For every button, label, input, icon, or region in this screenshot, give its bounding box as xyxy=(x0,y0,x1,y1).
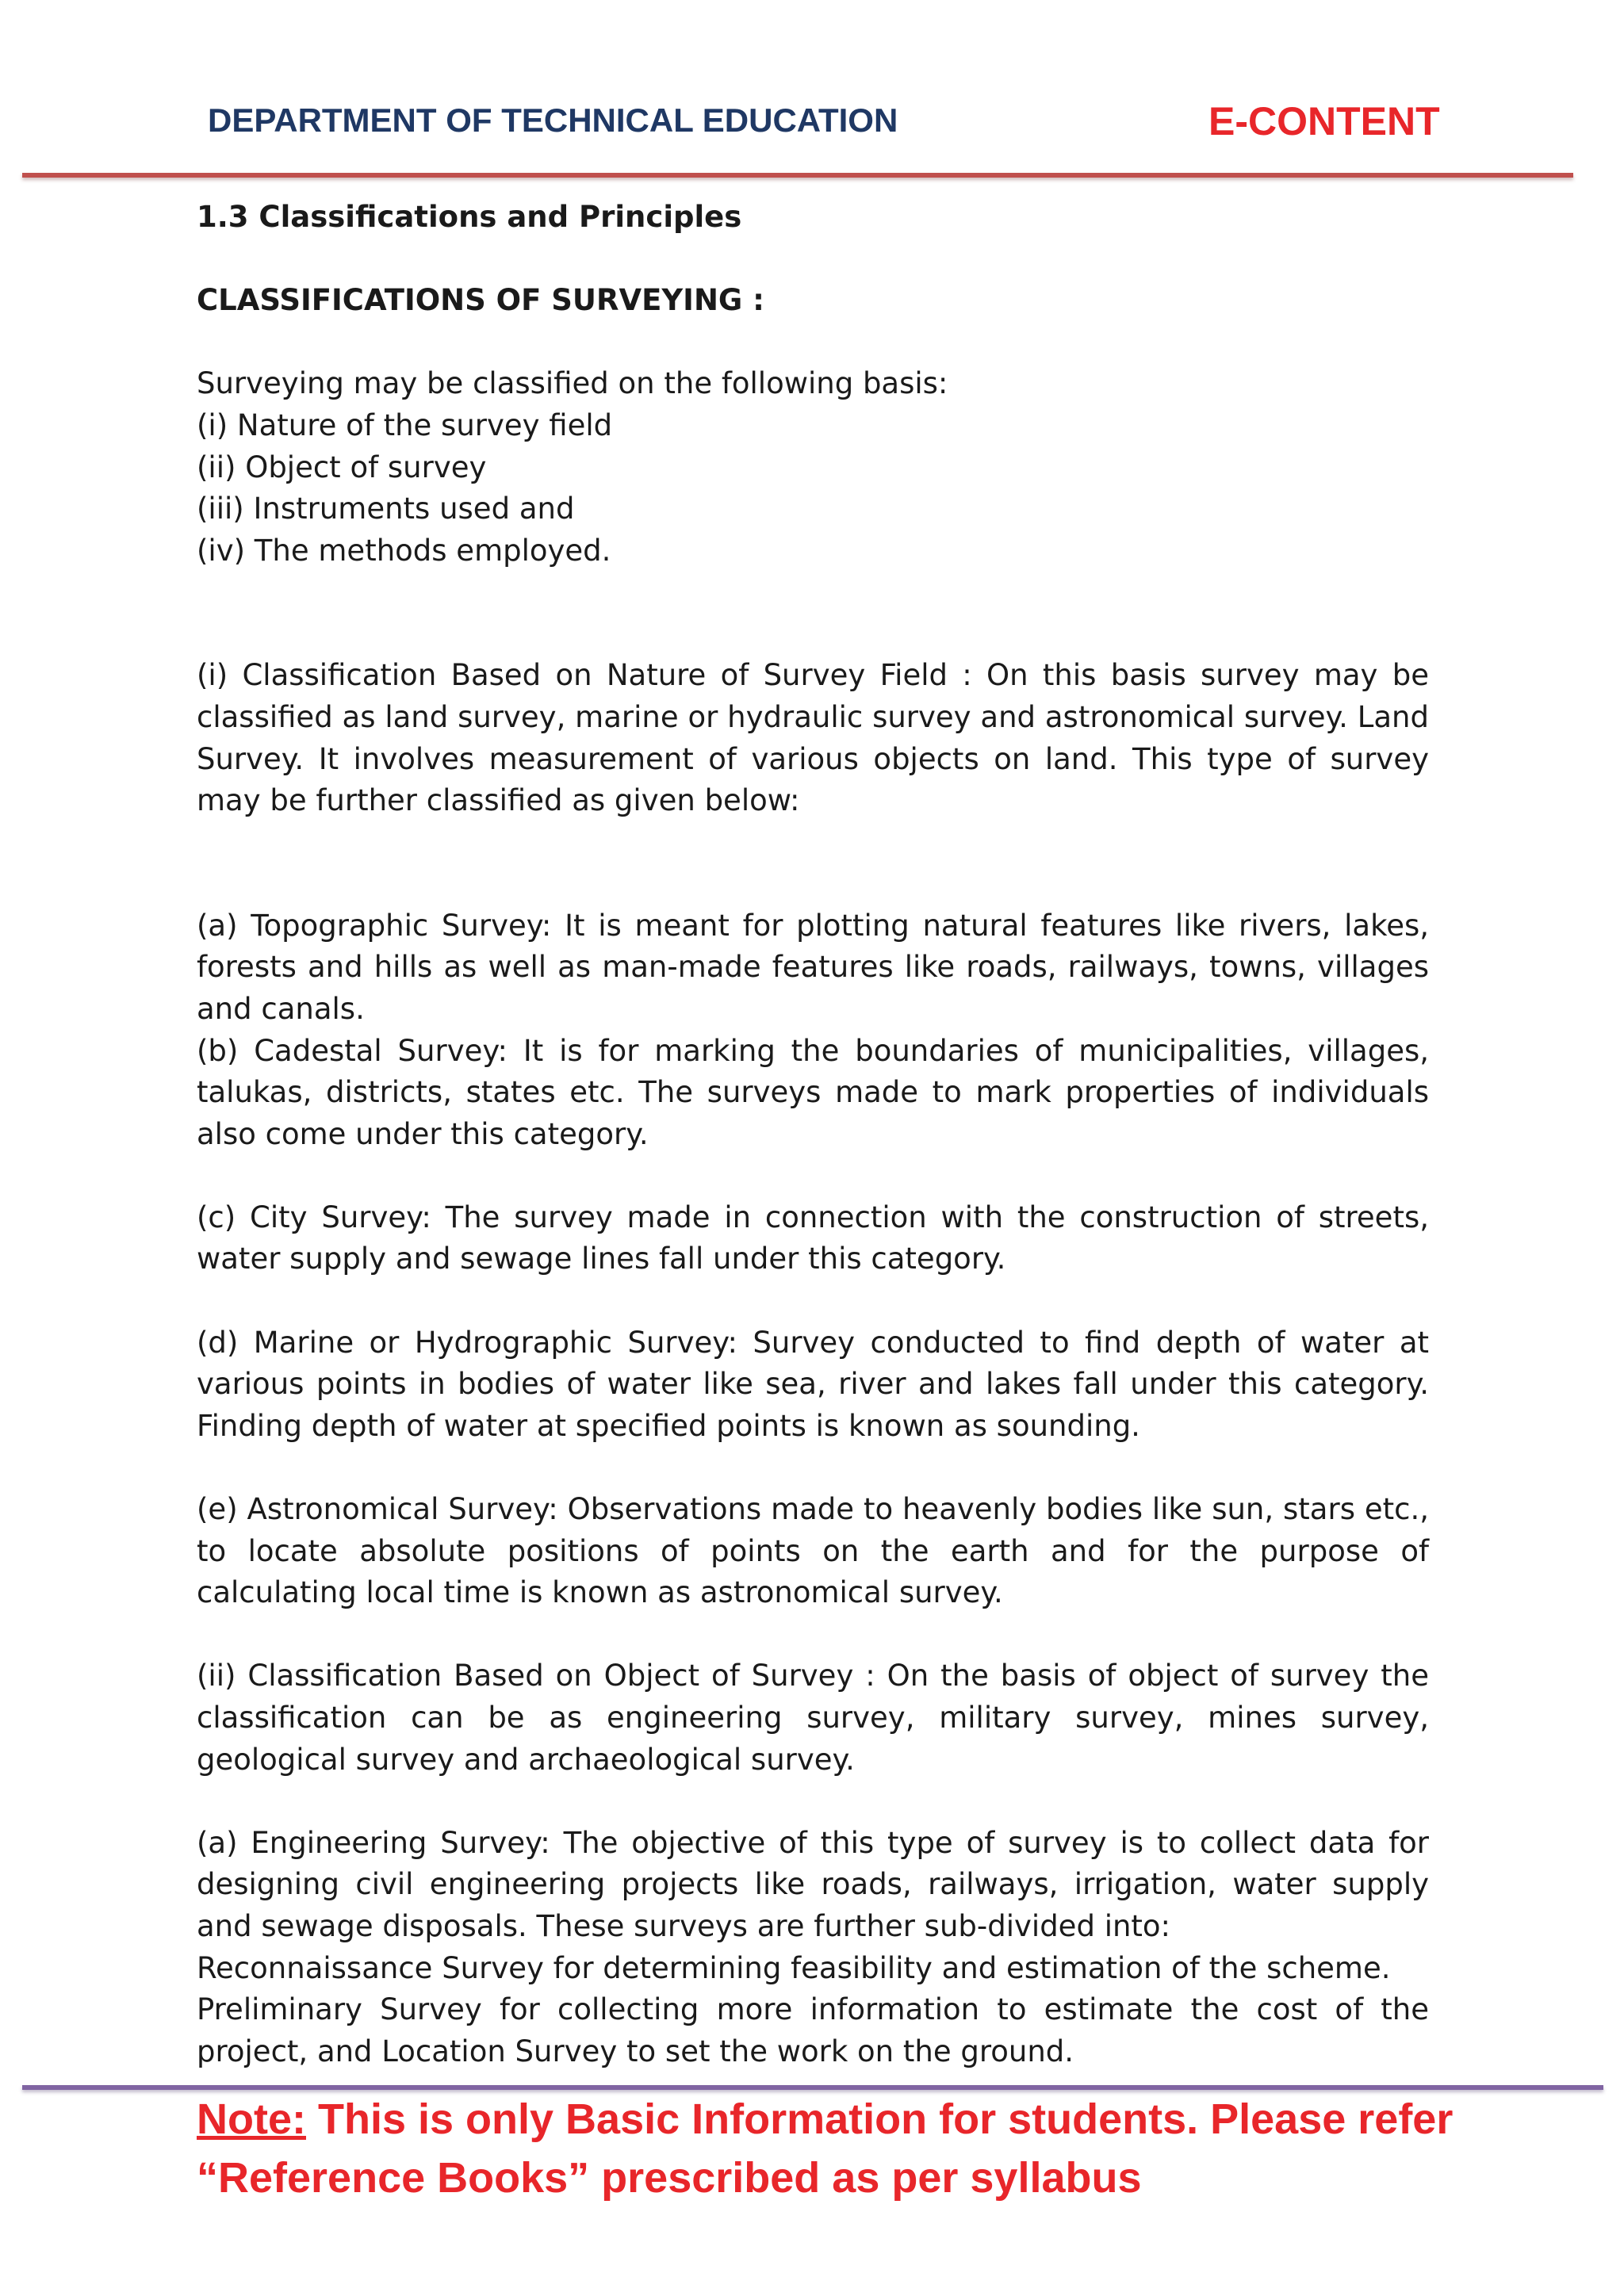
department-title: DEPARTMENT OF TECHNICAL EDUCATION xyxy=(208,101,898,139)
paragraph-nature-field: (i) Classification Based on Nature of Survey Field : On this basis survey may be classified as land survey, marine or hydraulic survey and astronomical survey. Land Survey. It involves measurement of various objects on land. This type of survey may be further classified as given below: xyxy=(197,658,1429,818)
paragraph-object: (ii) Classification Based on Object of Survey : On the basis of object of survey the classification can be as engineering survey, military survey, mines survey, geological survey and archaeological survey. xyxy=(197,1659,1429,1777)
classifications-heading: CLASSIFICATIONS OF SURVEYING : xyxy=(197,283,764,318)
document-body xyxy=(197,197,1429,2072)
basis-intro: Surveying may be classified on the following basis: xyxy=(197,366,948,401)
footer-note xyxy=(197,2085,1545,2207)
basis-item: (ii) Object of survey xyxy=(197,450,487,484)
paragraph-cadestal: (b) Cadestal Survey: It is for marking the boundaries of municipalities, villages, talukas, districts, states etc. The surveys made to mark properties of individuals also come under this category. xyxy=(197,1033,1429,1151)
basis-item: (iv) The methods employed. xyxy=(197,533,611,568)
paragraph-topographic: (a) Topographic Survey: It is meant for plotting natural features like rivers, lakes, forests and hills as well as man-made features like roads, railways, towns, villages and canals. xyxy=(197,908,1429,1026)
basis-item: (iii) Instruments used and xyxy=(197,492,575,526)
paragraph-marine: (d) Marine or Hydrographic Survey: Survey conducted to find depth of water at various points in bodies of water like sea, river and lakes fall under this category. Finding depth of water at specified points is known as sounding. xyxy=(197,1325,1429,1443)
paragraph-city: (c) City Survey: The survey made in connection with the construction of streets, water supply and sewage lines fall under this category. xyxy=(197,1200,1429,1276)
paragraph-engineering: (a) Engineering Survey: The objective of this type of survey is to collect data for designing civil engineering projects like roads, railways, irrigation, water supply and sewage disposals. These surveys are further sub-divided into: xyxy=(197,1825,1429,1943)
econtent-label: E-CONTENT xyxy=(1208,99,1440,144)
header-divider xyxy=(22,173,1573,178)
paragraph-reconnaissance: Reconnaissance Survey for determining feasibility and estimation of the scheme. xyxy=(197,1950,1391,1985)
paragraph-preliminary: Preliminary Survey for collecting more information to estimate the cost of the project, and Location Survey to set the work on the ground. xyxy=(197,1992,1429,2068)
paragraph-astronomical: (e) Astronomical Survey: Observations made to heavenly bodies like sun, stars etc., to locate absolute positions of points on the earth and for the purpose of calculating local time is known as astronomical survey. xyxy=(197,1492,1429,1610)
note-text: This is only Basic Information for students. Please refer “Reference Books” prescribed as per syllabus xyxy=(197,2095,1454,2202)
note-label: Note: xyxy=(197,2095,306,2143)
section-title: 1.3 Classifications and Principles xyxy=(197,200,742,234)
basis-item: (i) Nature of the survey field xyxy=(197,408,613,442)
